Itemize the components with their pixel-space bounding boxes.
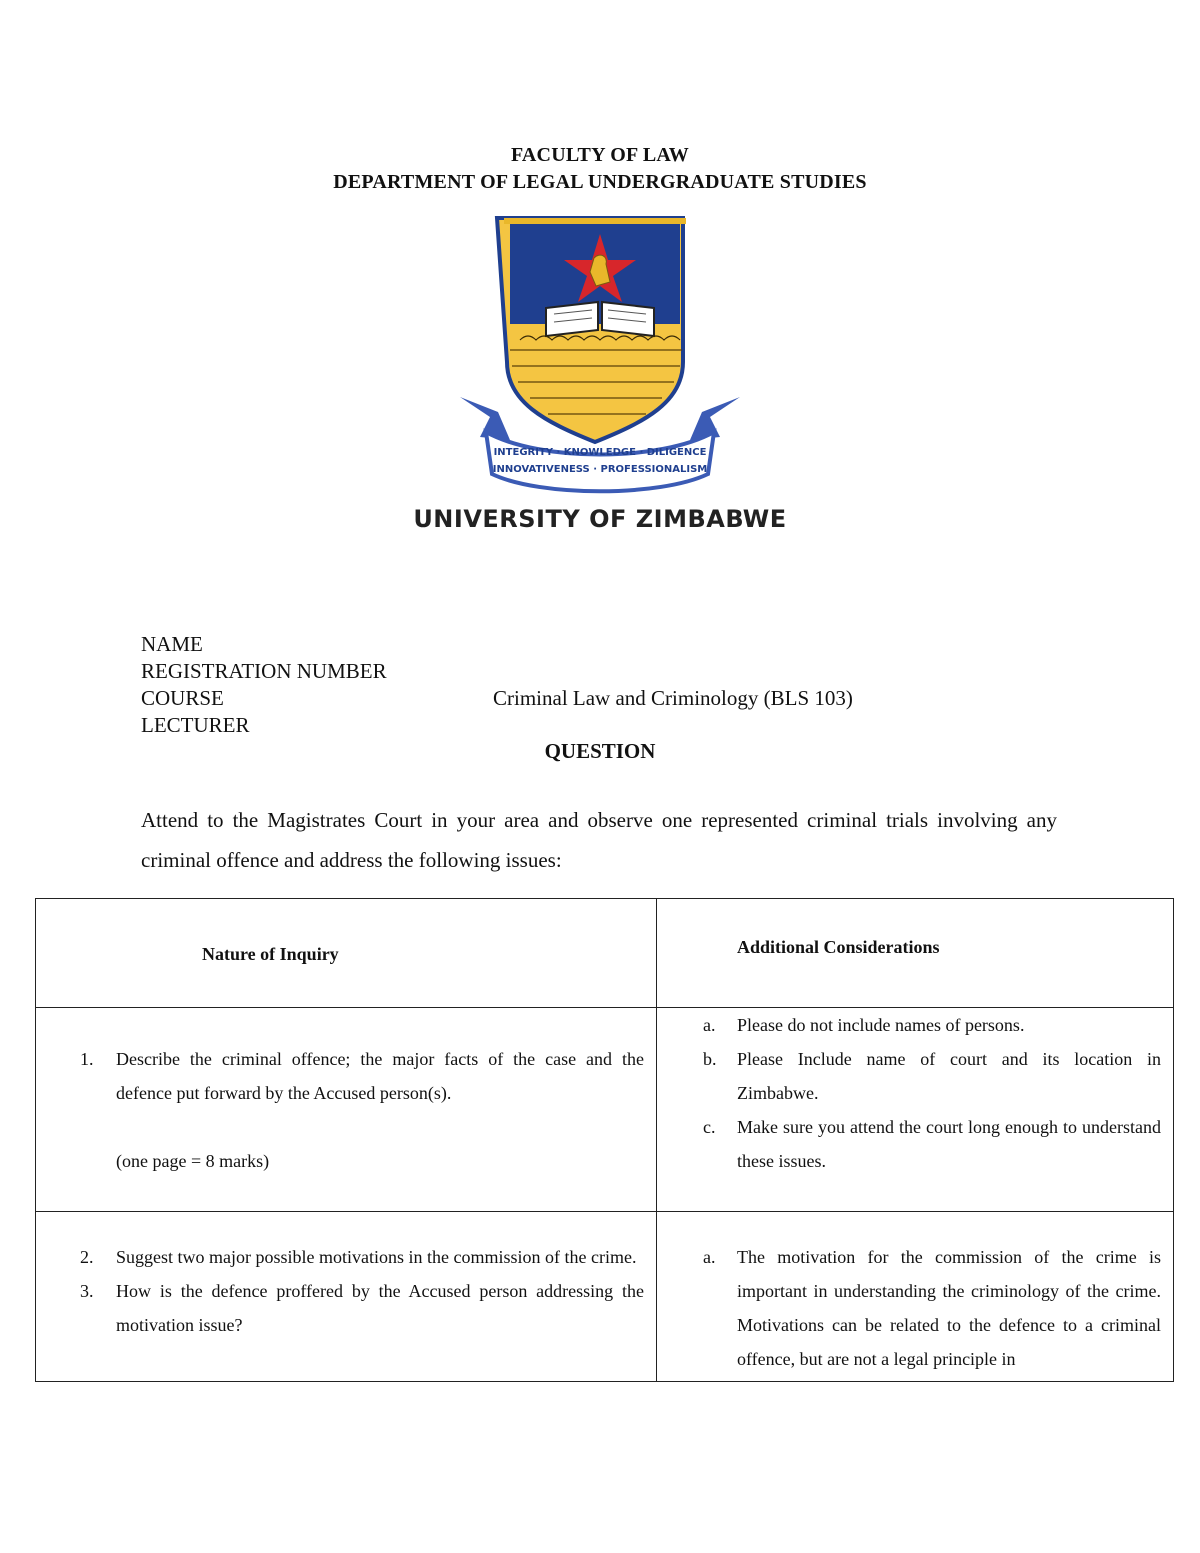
item-number: 2. bbox=[80, 1247, 94, 1267]
name-label: NAME bbox=[141, 632, 203, 656]
inquiry-cell bbox=[36, 1008, 657, 1212]
faculty-heading: FACULTY OF LAW bbox=[510, 144, 689, 166]
university-name: UNIVERSITY OF ZIMBABWE bbox=[413, 505, 787, 533]
table-header-row bbox=[36, 899, 1174, 1008]
motto-line-2: INNOVATIVENESS · PROFESSIONALISM bbox=[492, 464, 708, 475]
registration-number-label: REGISTRATION NUMBER bbox=[141, 659, 387, 683]
item-text: How is the defence proffered by the Accused person addressing the motivation issue? bbox=[116, 1281, 644, 1335]
item-letter: a. bbox=[703, 1247, 716, 1267]
item-text: The motivation for the commission of the crime is important in understanding the criminology of the crime. Motivations can be related to the defence to a criminal offence, but are not a legal principle in bbox=[737, 1247, 1161, 1369]
list-item bbox=[657, 1042, 1173, 1110]
considerations-cell bbox=[657, 1212, 1174, 1382]
item-number: 1. bbox=[80, 1049, 94, 1069]
item-text: Make sure you attend the court long enough to understand these issues. bbox=[737, 1117, 1161, 1171]
university-crest-logo bbox=[450, 212, 750, 502]
list-item bbox=[657, 1110, 1173, 1178]
list-item bbox=[36, 1274, 656, 1342]
item-number: 3. bbox=[80, 1281, 94, 1301]
header-nature-of-inquiry: Nature of Inquiry bbox=[202, 944, 339, 964]
considerations-cell bbox=[657, 1008, 1174, 1212]
department-heading: DEPARTMENT OF LEGAL UNDERGRADUATE STUDIES bbox=[333, 171, 867, 193]
question-title: QUESTION bbox=[544, 739, 656, 763]
course-value: Criminal Law and Criminology (BLS 103) bbox=[493, 686, 853, 710]
marks-note: (one page = 8 marks) bbox=[116, 1151, 270, 1171]
shield-gold-border bbox=[504, 218, 686, 224]
inquiry-table bbox=[35, 898, 1174, 1382]
list-item bbox=[36, 1042, 656, 1110]
motto-line-1: INTEGRITY · KNOWLEDGE · DILIGENCE bbox=[493, 447, 707, 458]
item-text: Please do not include names of persons. bbox=[737, 1015, 1025, 1035]
item-letter: c. bbox=[703, 1117, 716, 1137]
table-row bbox=[36, 1212, 1174, 1382]
item-letter: b. bbox=[703, 1049, 717, 1069]
header-cell-inquiry bbox=[36, 899, 657, 1008]
question-prompt: Attend to the Magistrates Court in your area and observe one represented criminal trials involving any criminal offence and address the following issues: bbox=[141, 808, 1057, 872]
item-text: Please Include name of court and its location in Zimbabwe. bbox=[737, 1049, 1161, 1103]
lecturer-label: LECTURER bbox=[141, 713, 250, 737]
item-text: Describe the criminal offence; the major facts of the case and the defence put forward by the Accused person(s). bbox=[116, 1049, 644, 1103]
course-label: COURSE bbox=[141, 686, 224, 710]
table-row bbox=[36, 1008, 1174, 1212]
item-letter: a. bbox=[703, 1015, 716, 1035]
list-item bbox=[657, 1008, 1173, 1042]
header-cell-considerations bbox=[657, 899, 1174, 1008]
list-item bbox=[36, 1240, 656, 1274]
item-text: Suggest two major possible motivations in the commission of the crime. bbox=[116, 1247, 637, 1267]
list-item bbox=[657, 1240, 1173, 1376]
inquiry-cell bbox=[36, 1212, 657, 1382]
header-additional-considerations: Additional Considerations bbox=[737, 937, 940, 957]
